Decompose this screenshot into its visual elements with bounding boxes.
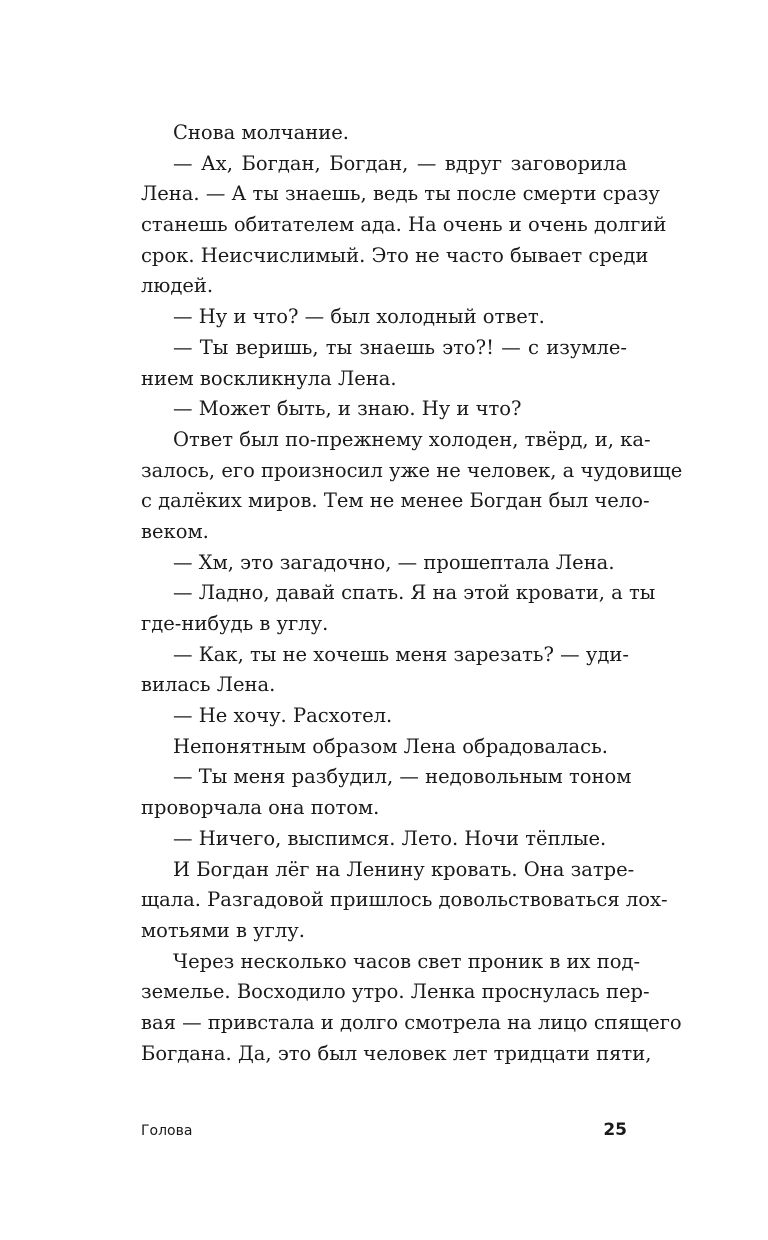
text-line: Непонятным образом Лена обрадовалась. bbox=[173, 734, 608, 758]
text-line: веком. bbox=[141, 519, 209, 543]
text-line: мотьями в углу. bbox=[141, 918, 305, 942]
text-line: залось, его произносил уже не человек, а чудовище bbox=[141, 458, 683, 482]
text-line: щала. Разгадовой пришлось довольствоваться лох- bbox=[141, 888, 668, 912]
text-line: — Ничего, выспимся. Лето. Ночи тёплые. bbox=[173, 826, 607, 850]
text-line: — Ты меня разбудил, — недовольным тоном bbox=[173, 765, 632, 789]
text-line: И Богдан лёг на Ленину кровать. Она затре- bbox=[173, 857, 635, 881]
text-line: — Ах, Богдан, Богдан, — вдруг заговорила bbox=[173, 151, 627, 175]
text-line: — Ну и что? — был холодный ответ. bbox=[173, 305, 545, 329]
text-line: срок. Неисчислимый. Это не часто бывает среди bbox=[141, 243, 649, 267]
text-line: где-нибудь в углу. bbox=[141, 612, 329, 635]
text-line: — Может быть, и знаю. Ну и что? bbox=[173, 397, 522, 421]
page-number: 25 bbox=[603, 1120, 627, 1140]
body-text bbox=[141, 118, 683, 1069]
text-line: — Как, ты не хочешь меня зарезать? — уди- bbox=[173, 642, 629, 666]
text-line: вая — привстала и долго смотрела на лицо спящего bbox=[141, 1010, 682, 1034]
text-line: станешь обитателем ада. На очень и очень долгий bbox=[141, 213, 667, 237]
text-line: Лена. — А ты знаешь, ведь ты после смерти сразу bbox=[141, 182, 660, 206]
text-line: Через несколько часов свет проник в их под- bbox=[173, 949, 641, 973]
text-line: — Ладно, давай спать. Я на этой кровати, а ты bbox=[173, 581, 656, 605]
text-line: нием воскликнула Лена. bbox=[141, 366, 397, 390]
running-footer-title: Голова bbox=[141, 1123, 193, 1139]
text-line: земелье. Восходило утро. Ленка проснулась пер- bbox=[141, 980, 650, 1004]
text-line: Снова молчание. bbox=[173, 121, 350, 144]
text-line: — Хм, это загадочно, — прошептала Лена. bbox=[173, 550, 615, 574]
text-line: с далёких миров. Тем не менее Богдан был чело- bbox=[141, 489, 650, 513]
text-line: людей. bbox=[141, 274, 214, 298]
text-line: — Не хочу. Расхотел. bbox=[173, 704, 393, 728]
text-line: вилась Лена. bbox=[141, 673, 276, 697]
text-line: Ответ был по-прежнему холоден, твёрд, и, ка- bbox=[173, 427, 651, 451]
text-line: — Ты веришь, ты знаешь это?! — с изумле- bbox=[173, 335, 627, 359]
text-line: Богдана. Да, это был человек лет тридцати пяти, bbox=[141, 1041, 652, 1065]
text-line: проворчала она потом. bbox=[141, 796, 380, 820]
